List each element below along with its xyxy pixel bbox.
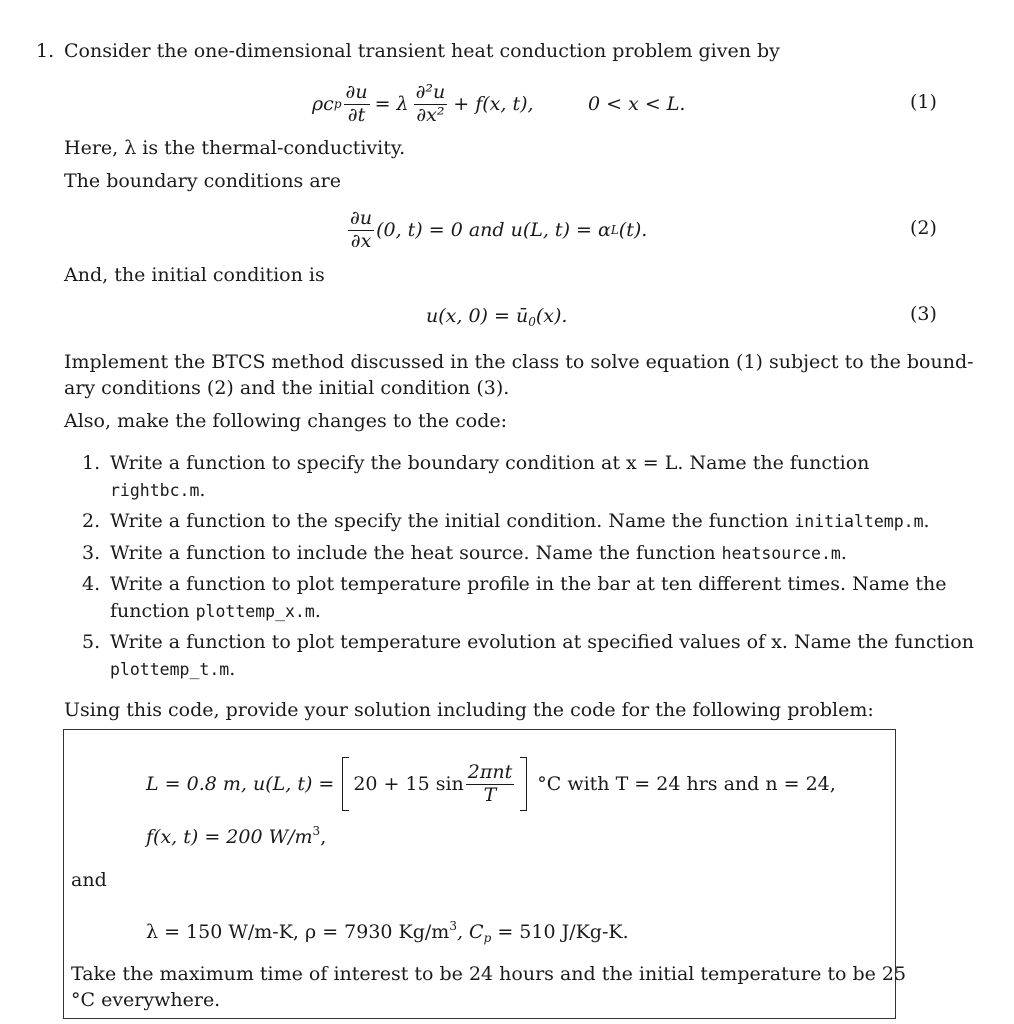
box-take-line-2: °C everywhere. bbox=[71, 989, 221, 1011]
box-take-line-1: Take the maximum time of interest to be 24 hours and the initial temperature to be 25 bbox=[71, 963, 907, 985]
task-5-dot: . bbox=[229, 658, 236, 680]
task-4-line-2: function bbox=[110, 600, 190, 622]
eq2-dudx-den: ∂x bbox=[350, 229, 372, 252]
box-cp-part: , C bbox=[456, 921, 484, 943]
eq2-dudx-num: ∂u bbox=[350, 206, 373, 229]
eq2-label: (2) bbox=[910, 217, 937, 239]
box-boundary-equation bbox=[146, 757, 836, 811]
eq1-d2u-den: ∂x² bbox=[416, 103, 445, 126]
task-1 bbox=[82, 450, 869, 477]
task-5-text: Write a function to plot temperature evolution at specified values of x. Name the function bbox=[110, 631, 974, 653]
task-1-text: Write a function to specify the boundary condition at x = L. Name the function bbox=[110, 452, 870, 474]
task-2 bbox=[82, 508, 930, 535]
task-5-code: plottemp_t.m bbox=[110, 660, 230, 679]
box-sin-fraction bbox=[466, 760, 514, 806]
eq2-tail: (t). bbox=[618, 219, 648, 241]
eq3-sub: 0 bbox=[528, 315, 536, 329]
task-1-number: 1. bbox=[82, 452, 101, 474]
task-3-number: 3. bbox=[82, 542, 101, 564]
task-4-code-line bbox=[110, 598, 321, 625]
left-bracket bbox=[342, 757, 349, 811]
here-text: Here, λ is the thermal-conductivity. bbox=[64, 137, 406, 159]
right-bracket bbox=[520, 757, 527, 811]
box-f-sup: 3 bbox=[312, 824, 321, 838]
task-4-number: 4. bbox=[82, 573, 101, 595]
eq1-source-term: + f(x, t), bbox=[453, 93, 534, 115]
box-lambda-eq: λ = 150 W/m-K, ρ = 7930 Kg/m bbox=[146, 921, 450, 943]
eq2-dudx bbox=[348, 206, 374, 252]
box-cp-tail: = 510 J/Kg-K. bbox=[491, 921, 629, 943]
task-5-number: 5. bbox=[82, 631, 101, 653]
box-cp-sub: p bbox=[483, 931, 492, 945]
eq1-rho-cp: ρc bbox=[312, 93, 334, 115]
eq1-dudt-num: ∂u bbox=[345, 80, 368, 103]
implement-line-1: Implement the BTCS method discussed in the class to solve equation (1) subject to the bound- bbox=[64, 351, 974, 373]
task-4-text: Write a function to plot temperature profile in the bar at ten different times. Name the bbox=[110, 573, 947, 595]
task-1-code: rightbc.m bbox=[110, 481, 200, 500]
equation-1 bbox=[312, 80, 534, 128]
eq1-d2u-num: ∂²u bbox=[415, 80, 446, 103]
implement-line-2: ary conditions (2) and the initial condition (3). bbox=[64, 377, 510, 399]
box-material-properties bbox=[146, 913, 629, 951]
task-5 bbox=[82, 629, 974, 656]
eq1-dudt bbox=[344, 80, 370, 126]
task-1-code-line bbox=[110, 477, 205, 504]
box-frac-den: T bbox=[483, 783, 497, 806]
problem-intro: Consider the one-dimensional transient heat conduction problem given by bbox=[64, 40, 780, 62]
box-frac-num: 2πnt bbox=[467, 760, 513, 783]
eq1-equals-lambda: = λ bbox=[374, 93, 409, 115]
task-3 bbox=[82, 540, 847, 567]
equation-3 bbox=[426, 303, 567, 335]
eq1-label: (1) bbox=[910, 91, 937, 113]
box-l-eq: L = 0.8 m, u(L, t) = bbox=[146, 773, 335, 795]
bc-intro: The boundary conditions are bbox=[64, 170, 342, 192]
box-and: and bbox=[71, 869, 107, 891]
task-4 bbox=[82, 571, 947, 598]
box-f-eq: f(x, t) = 200 W/m bbox=[146, 826, 313, 848]
task-2-number: 2. bbox=[82, 510, 101, 532]
box-lambda-sup: 3 bbox=[449, 919, 457, 933]
box-source-equation bbox=[146, 818, 326, 850]
task-5-code-line bbox=[110, 656, 235, 683]
eq1-p-sub: p bbox=[333, 97, 342, 111]
also-line: Also, make the following changes to the code: bbox=[64, 410, 508, 432]
using-line: Using this code, provide your solution including the code for the following problem: bbox=[64, 699, 874, 721]
task-3-code: heatsource.m bbox=[721, 544, 841, 563]
eq1-dudt-den: ∂t bbox=[347, 103, 366, 126]
task-2-dot: . bbox=[923, 510, 930, 532]
task-3-text: Write a function to include the heat source. Name the function bbox=[110, 542, 716, 564]
eq1-domain: 0 < x < L. bbox=[588, 93, 686, 115]
eq3-text: u(x, 0) = ū bbox=[426, 305, 529, 327]
box-after-bracket: °C with T = 24 hrs and n = 24, bbox=[537, 773, 836, 795]
task-2-code: initialtemp.m bbox=[794, 512, 924, 531]
eq2-conditions: (0, t) = 0 and u(L, t) = α bbox=[376, 219, 611, 241]
task-1-dot: . bbox=[199, 479, 206, 501]
ic-intro: And, the initial condition is bbox=[64, 264, 325, 286]
task-2-text: Write a function to the specify the initial condition. Name the function bbox=[110, 510, 789, 532]
box-f-tail: , bbox=[320, 826, 327, 848]
box-bracket-inner: 20 + 15 sin bbox=[353, 773, 464, 795]
task-3-dot: . bbox=[840, 542, 847, 564]
eq3-label: (3) bbox=[910, 303, 937, 325]
problem-number: 1. bbox=[36, 40, 55, 62]
equation-2 bbox=[346, 205, 647, 255]
task-4-code: plottemp_x.m bbox=[195, 602, 315, 621]
eq3-tail: (x). bbox=[535, 305, 568, 327]
eq2-L-sub: L bbox=[610, 223, 619, 237]
task-4-dot: . bbox=[314, 600, 321, 622]
eq1-d2udx2 bbox=[414, 80, 448, 126]
